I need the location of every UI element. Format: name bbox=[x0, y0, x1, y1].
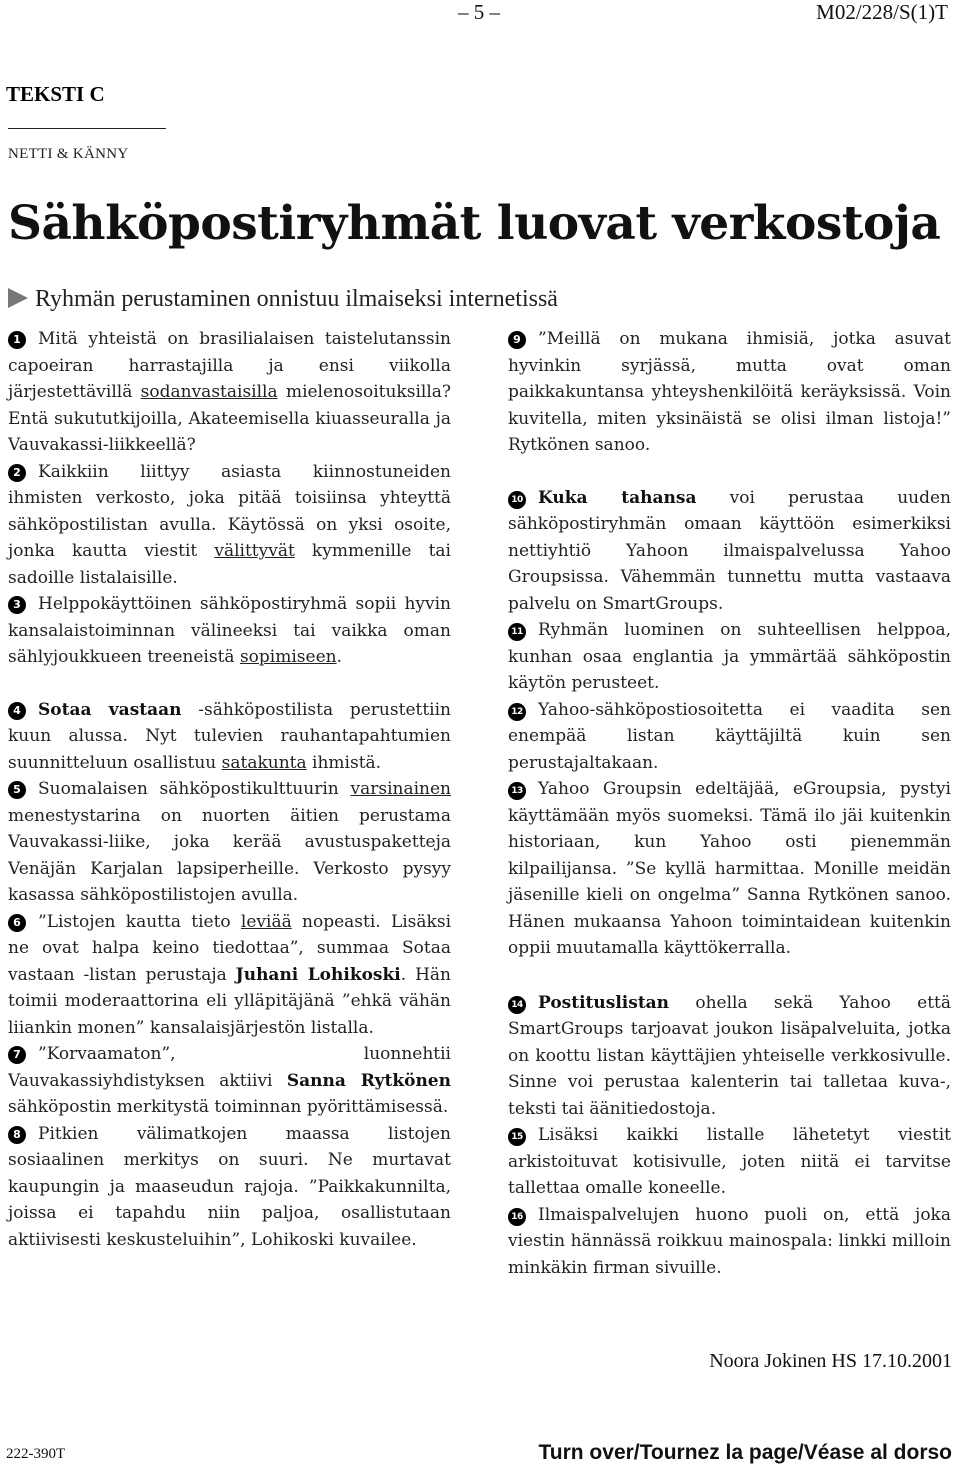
bold-name: Sanna Rytkönen bbox=[286, 1070, 451, 1091]
turn-over-note: Turn over/Tournez la page/Véase al dorso bbox=[538, 1441, 952, 1464]
subheadline bbox=[8, 286, 558, 313]
paragraph-text: ”Listojen kautta tieto bbox=[38, 911, 241, 932]
paragraph-text: Yahoo-sähköpostiosoitetta ei vaadita sen enempää listan käyttäjiltä kuin sen perustajaltakaan. bbox=[508, 699, 951, 773]
paragraph-text: Ryhmän luominen on suhteellisen helppoa, kunhan osaa englantia ja ymmärtää sähköpostin käytön perusteet. bbox=[508, 620, 951, 693]
subheadline-text: Ryhmän perustaminen onnistuu ilmaiseksi internetissä bbox=[35, 286, 558, 312]
paragraph-8 bbox=[8, 1121, 451, 1254]
paragraph-2 bbox=[8, 459, 451, 592]
number-9-icon: 9 bbox=[508, 331, 526, 349]
paragraph-5 bbox=[8, 776, 451, 909]
number-16-icon: 16 bbox=[508, 1208, 526, 1226]
number-13-icon: 13 bbox=[508, 782, 526, 800]
bold-text: Kuka tahansa bbox=[538, 487, 697, 508]
paragraph-text: . bbox=[336, 647, 342, 667]
page-title: Sähköpostiryhmät luovat verkostoja bbox=[8, 196, 941, 251]
paragraph-16 bbox=[508, 1202, 951, 1282]
number-2-icon: 2 bbox=[8, 464, 26, 482]
paragraph-9 bbox=[508, 326, 951, 459]
bold-text: Sotaa vastaan bbox=[38, 699, 182, 720]
paragraph-15 bbox=[508, 1122, 951, 1202]
paragraph-3 bbox=[8, 591, 451, 671]
paragraph-text: ”Korvaamaton”, luonnehtii Vauvakassiyhdistyksen aktiivi bbox=[8, 1044, 451, 1091]
paragraph-text: sähköpostin merkitystä toiminnan pyörittämisessä. bbox=[8, 1097, 449, 1117]
number-4-icon: 4 bbox=[8, 702, 26, 720]
paragraph-text: Pitkien välimatkojen maassa listojen sosiaalinen merkitys on suuri. Ne murtavat kaupungin ja maaseudun rajoja. ”Paikkakunnilta, joissa ei tapahdu niin paljoa, osallistutaan aktiivisesti keskusteluihin”, Lohikoski kuvailee. bbox=[8, 1123, 451, 1250]
paragraph-text: . Hän toimii moderaattorina eli ylläpitäjänä ”ehkä vähän liiankin monen” kansalaisjärjestön listalla. bbox=[8, 964, 451, 1038]
underlined-word: sopimiseen bbox=[239, 647, 337, 667]
divider bbox=[8, 128, 166, 129]
paragraph-text: Ilmaispalvelujen huono puoli on, että joka viestin hännässä roikkuu mainospala: linkki milloin minkäkin firman sivuille. bbox=[508, 1204, 951, 1278]
number-10-icon: 10 bbox=[508, 491, 526, 509]
left-column bbox=[8, 326, 451, 1253]
paragraph-text: Suomalaisen sähköpostikulttuurin bbox=[38, 779, 351, 799]
page-number: – 5 – bbox=[458, 0, 500, 24]
paragraph-text: menestystarina on nuorten äitien perustama Vauvakassi-liike, joka kerää avustuspaketteja Venäjän Karjalan lapsiperheille. Verkosto pysyy kasassa sähköpostilistojen avulla. bbox=[8, 805, 451, 905]
section-label: NETTI & KÄNNY bbox=[8, 146, 129, 162]
underlined-word: leviää bbox=[240, 911, 292, 932]
paragraph-10 bbox=[508, 485, 951, 618]
number-8-icon: 8 bbox=[8, 1126, 26, 1144]
bold-text: Postituslistan bbox=[538, 992, 670, 1013]
underlined-word: sodanvastaisilla bbox=[140, 382, 278, 402]
number-15-icon: 15 bbox=[508, 1128, 526, 1146]
underlined-word: satakunta bbox=[221, 752, 307, 773]
number-11-icon: 11 bbox=[508, 623, 526, 641]
byline: Noora Jokinen HS 17.10.2001 bbox=[709, 1350, 952, 1372]
paragraph-13 bbox=[508, 776, 951, 962]
footer-code: 222-390T bbox=[6, 1446, 66, 1462]
paragraph-text: Helppokäyttöinen sähköpostiryhmä sopii hyvin kansalaistoiminnan välineeksi tai vaikka oman sählyjoukkueen treeneistä bbox=[8, 594, 451, 667]
right-column bbox=[508, 326, 951, 1281]
bold-name: Juhani Lohikoski bbox=[235, 964, 401, 985]
paragraph-12 bbox=[508, 697, 951, 777]
paragraph-14 bbox=[508, 990, 951, 1123]
paragraph-text: -sähköpostilista perustettiin kuun alussa. Nyt tulevien rauhantapahtumien suunnitteluun osallistuu bbox=[8, 699, 451, 773]
text-label: TEKSTI C bbox=[6, 82, 105, 106]
paragraph-6 bbox=[8, 909, 451, 1042]
paragraph-text: Lisäksi kaikki listalle lähetetyt viestit arkistoituvat kotisivulle, joten niitä ei tarvitse tallettaa omalle koneelle. bbox=[508, 1125, 951, 1198]
paragraph-text: ihmistä. bbox=[306, 752, 382, 773]
number-6-icon: 6 bbox=[8, 914, 26, 932]
number-5-icon: 5 bbox=[8, 781, 26, 799]
paragraph-text: Yahoo Groupsin edeltäjää, eGroupsia, pystyi käyttämään myös suomeksi. Tämä ilo jäi kuitenkin historiaan, kun Yahoo osti pienemmän kilpailijansa. ”Se kyllä harmittaa. Monille meidän jäsenille kieli on ongelma” Sanna Rytkönen sanoo. Hänen mukaansa Yahoon toimintaidean kuitenkin oppii muutamalla käyttökerralla. bbox=[508, 779, 951, 958]
paragraph-text: mielenosoituksilla? Entä sukututkijoilla, Akateemisella kiuasseuralla ja Vauvakassi-liikkeellä? bbox=[8, 382, 452, 455]
paragraph-11 bbox=[508, 617, 951, 697]
arrow-icon bbox=[8, 288, 28, 308]
paragraph-text: ”Meillä on mukana ihmisiä, jotka asuvat hyvinkin syrjässä, mutta ovat oman paikkakuntansa yhteyshenkilöitä keräyksissä. Voin kuvitella, miten yksinäistä se olisi ilman listoja!” Rytkönen sanoo. bbox=[508, 329, 951, 455]
paragraph-1 bbox=[8, 326, 451, 459]
paragraph-4 bbox=[8, 697, 451, 777]
number-1-icon: 1 bbox=[8, 331, 26, 349]
paragraph-text: kymmenille tai sadoille listalaisille. bbox=[8, 541, 451, 588]
number-3-icon: 3 bbox=[8, 596, 26, 614]
paragraph-text: voi perustaa uuden sähköpostiryhmän omaan käyttöön esimerkiksi nettiyhtiö Yahoon ilmaispalvelussa Yahoo Groupsissa. Vähemmän tunnettu mutta vastaava palvelu on SmartGroups. bbox=[508, 487, 951, 614]
paragraph-text: ohella sekä Yahoo että SmartGroups tarjoavat joukon lisäpalveluita, jotka on koottu listan käyttäjien yhteiselle verkkosivulle. Sinne voi perustaa kalenterin tai talletaa kuva-, teksti tai äänitiedostoja. bbox=[508, 992, 951, 1119]
document-code: M02/228/S(1)T bbox=[816, 0, 948, 24]
paragraph-text: nopeasti. Lisäksi ne ovat halpa keino tiedottaa”, summaa Sotaa vastaan -listan perustaja bbox=[8, 911, 452, 985]
underlined-word: välittyvät bbox=[214, 541, 295, 561]
number-14-icon: 14 bbox=[508, 996, 526, 1014]
paragraph-text: Mitä yhteistä on brasilialaisen taistelutanssin capoeiran harrastajilla ja ensi viikolla järjestettävillä bbox=[8, 329, 451, 402]
paragraph-text: Kaikkiin liittyy asiasta kiinnostuneiden ihmisten verkosto, joka pitää toisiinsa yhteyttä sähköpostilistan avulla. Käytössä on yksi osoite, jonka kautta viestit bbox=[8, 461, 451, 561]
number-12-icon: 12 bbox=[508, 703, 526, 721]
paragraph-7 bbox=[8, 1041, 451, 1121]
underlined-word: varsinainen bbox=[350, 779, 451, 799]
number-7-icon: 7 bbox=[8, 1046, 26, 1064]
